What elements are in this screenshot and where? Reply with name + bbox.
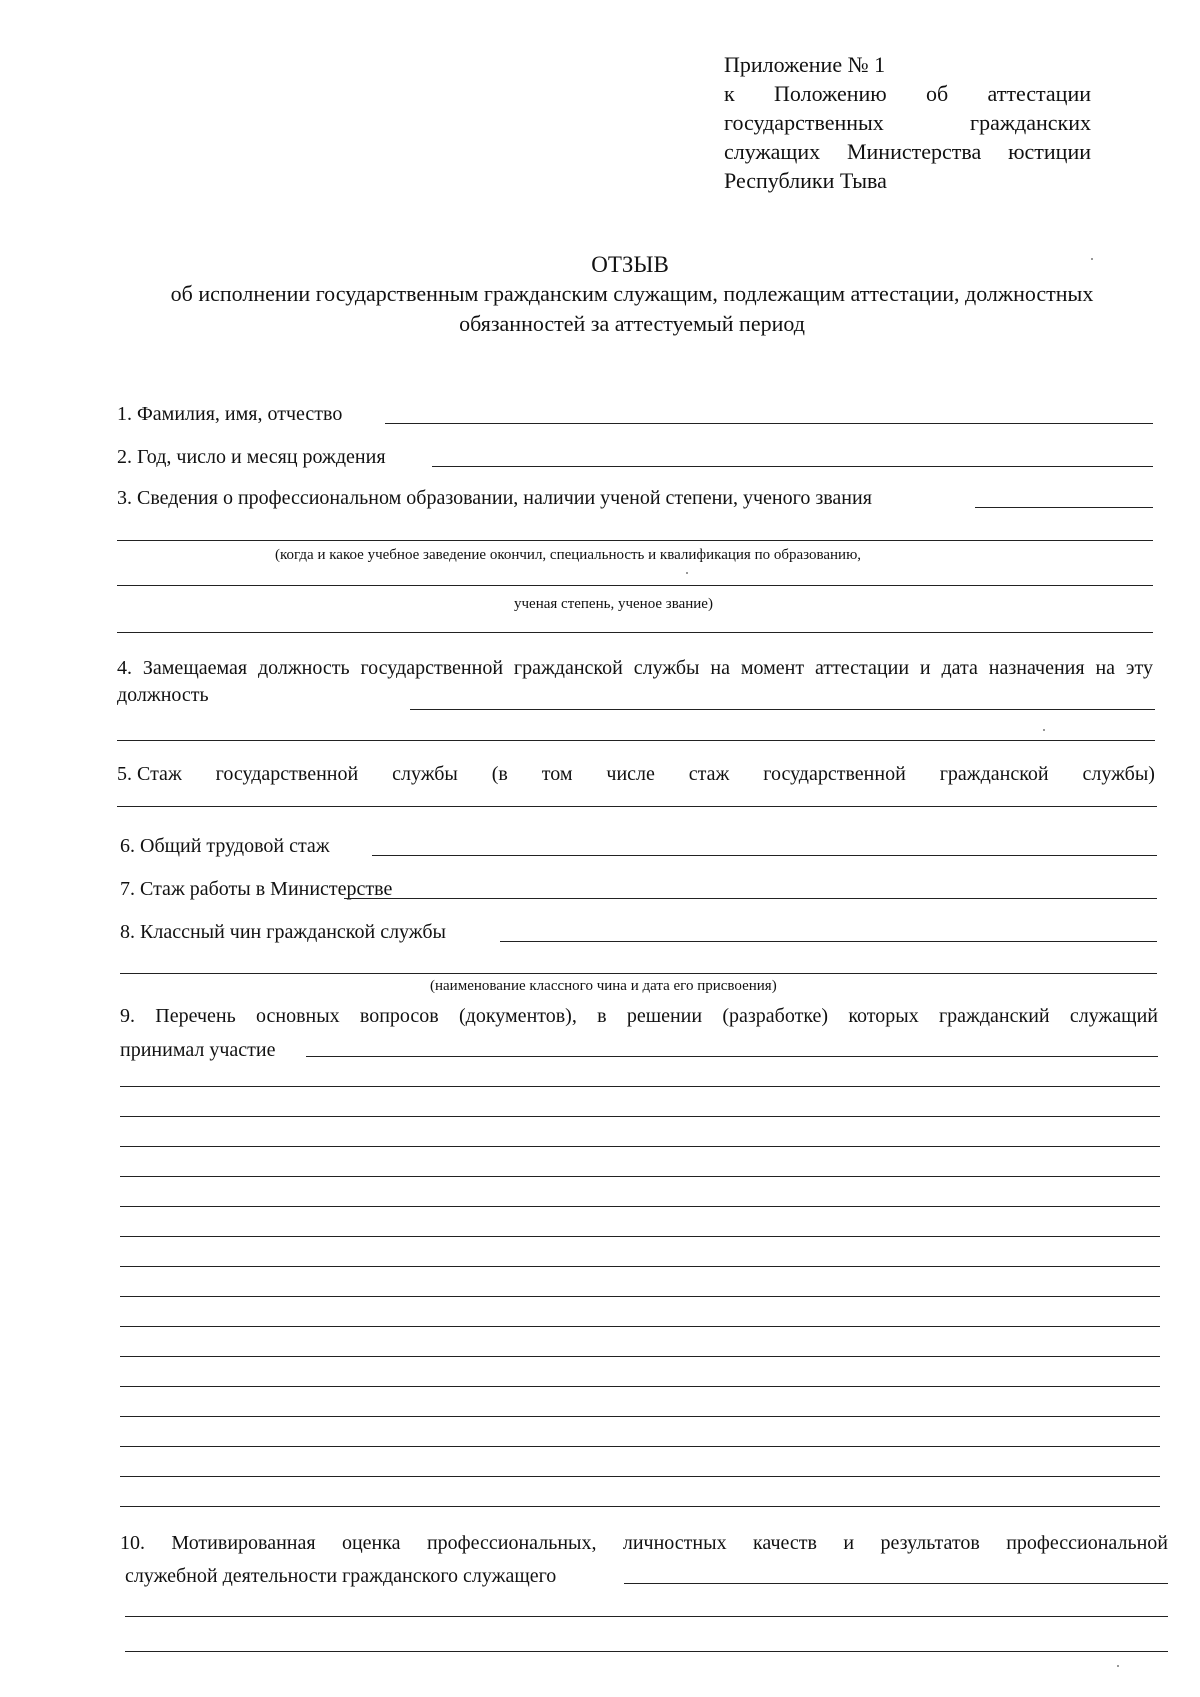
field-5-word: том (541, 763, 573, 785)
scan-speck (1091, 258, 1093, 260)
field-10-blank-line[interactable] (125, 1616, 1168, 1617)
field-8-caption: (наименование классного чина и дата его присвоения) (430, 978, 777, 994)
field-3-line-2[interactable] (117, 540, 1153, 541)
annex-line-5: Республики Тыва (724, 168, 887, 193)
field-4-text: 4. Замещаемая должность государственной гражданской службы на момент аттестации и дата назначения на эту должность (117, 657, 1153, 706)
field-9-blank-line[interactable] (120, 1086, 1160, 1087)
field-10-text: 10. Мотивированная оценка профессиональных, личностных качеств и результатов профессиональной (120, 1532, 1168, 1554)
annex-line-3 (724, 108, 1091, 137)
field-1-line[interactable] (385, 423, 1153, 424)
field-8-line-2[interactable] (120, 973, 1157, 974)
field-3-line[interactable] (975, 507, 1153, 508)
field-9-blank-line[interactable] (120, 1476, 1160, 1477)
annex-word: Положению (774, 81, 887, 106)
field-5-word: государственной (215, 763, 359, 785)
annex-line-4 (724, 137, 1091, 166)
document-subtitle: об исполнении государственным гражданским служащим, подлежащим аттестации, должностных обязанностей за аттестуемый период (170, 281, 1094, 336)
field-7-line[interactable] (344, 898, 1157, 899)
field-5-word: службы (392, 763, 458, 785)
field-9-blank-line[interactable] (120, 1176, 1160, 1177)
field-9-blank-line[interactable] (120, 1296, 1160, 1297)
field-9-blank-line[interactable] (120, 1236, 1160, 1237)
field-5-line[interactable] (117, 806, 1157, 807)
field-9-line-1 (120, 1003, 1158, 1030)
field-9-blank-line[interactable] (120, 1326, 1160, 1327)
field-4-label (117, 655, 1153, 709)
field-10-blank-line[interactable] (125, 1651, 1168, 1652)
scan-speck (1043, 729, 1045, 731)
field-9-blank-line[interactable] (120, 1266, 1160, 1267)
field-10-line[interactable] (624, 1583, 1168, 1584)
annex-word: гражданских (970, 110, 1091, 135)
field-2-line[interactable] (432, 466, 1153, 467)
field-9-blank-line[interactable] (120, 1386, 1160, 1387)
field-5-word: стаж (688, 763, 730, 785)
field-9-text: 9. Перечень основных вопросов (документов), в решении (разработке) которых гражданский служащий (120, 1005, 1158, 1027)
field-9-line[interactable] (306, 1056, 1158, 1057)
field-5-word: числе (606, 763, 655, 785)
field-9-blank-line[interactable] (120, 1206, 1160, 1207)
field-3-label: 3. Сведения о профессиональном образовании, наличии ученой степени, ученого звания (117, 487, 872, 509)
field-9-blank-line[interactable] (120, 1146, 1160, 1147)
field-8-line[interactable] (500, 941, 1157, 942)
field-4-line-2[interactable] (117, 740, 1155, 741)
annex-word: государственных (724, 110, 884, 135)
annex-word: Министерства (846, 139, 982, 164)
field-8-label: 8. Классный чин гражданской службы (120, 921, 446, 943)
annex-reference (724, 50, 1091, 195)
field-3-caption-2: ученая степень, ученое звание) (514, 596, 713, 612)
field-3-line-4[interactable] (117, 632, 1153, 633)
field-5-label (117, 762, 1155, 786)
field-9-blank-line[interactable] (120, 1356, 1160, 1357)
field-5-word: государственной (763, 763, 906, 785)
field-9-blank-line[interactable] (120, 1116, 1160, 1117)
annex-word: юстиции (1008, 139, 1091, 164)
field-5-word: 5. Стаж (117, 763, 182, 785)
field-9-label-2: принимал участие (120, 1039, 276, 1061)
scan-speck (1117, 1665, 1119, 1667)
field-5-word: (в (491, 763, 508, 785)
field-3-line-3[interactable] (117, 585, 1153, 586)
annex-number: Приложение № 1 (724, 52, 886, 77)
field-2-label: 2. Год, число и месяц рождения (117, 446, 386, 468)
field-3-caption-1: (когда и какое учебное заведение окончил, специальность и квалификация по образованию, (275, 547, 862, 563)
field-1-label: 1. Фамилия, имя, отчество (117, 403, 343, 425)
field-10-line-1 (120, 1530, 1168, 1557)
annex-word: аттестации (987, 81, 1091, 106)
document-title: ОТЗЫВ (591, 252, 669, 277)
field-6-label: 6. Общий трудовой стаж (120, 835, 330, 857)
annex-line-2 (724, 79, 1091, 108)
field-10-label-2: служебной деятельности гражданского служащего (125, 1565, 557, 1587)
field-9-blank-line[interactable] (120, 1446, 1160, 1447)
field-7-label: 7. Стаж работы в Министерстве (120, 878, 393, 900)
field-4-line[interactable] (410, 709, 1155, 710)
annex-word: об (926, 81, 949, 106)
field-9-blank-line[interactable] (120, 1416, 1160, 1417)
field-5-word: гражданской (939, 763, 1049, 785)
field-6-line[interactable] (372, 855, 1157, 856)
field-9-blank-line[interactable] (120, 1506, 1160, 1507)
scan-speck (686, 572, 688, 574)
annex-word: служащих (724, 139, 821, 164)
annex-word: к (724, 81, 735, 106)
field-5-word: службы) (1082, 763, 1155, 785)
